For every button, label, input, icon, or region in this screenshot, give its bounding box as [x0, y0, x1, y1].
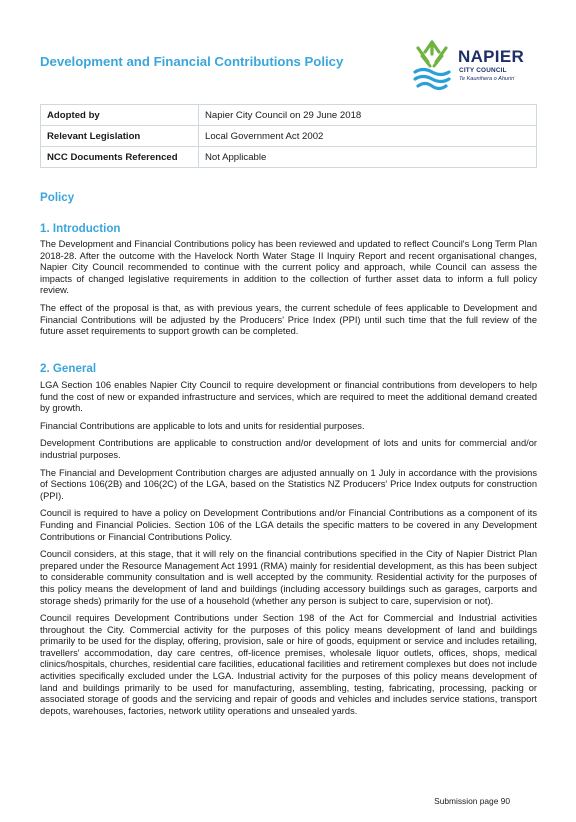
section-heading: 1. Introduction: [40, 222, 121, 235]
logo-subtitle: CITY COUNCIL: [459, 67, 507, 74]
paragraph: Financial Contributions are applicable to lots and units for residential purposes.: [40, 420, 365, 431]
council-emblem-icon: [410, 38, 454, 94]
section-introduction: [40, 222, 537, 338]
section-heading: 2. General: [40, 362, 97, 375]
table-row: [41, 126, 537, 147]
table-row: [41, 147, 537, 168]
table-value: Not Applicable: [199, 147, 537, 168]
logo-tagline: Te Kaunihera o Ahuriri: [459, 76, 515, 82]
paragraph: LGA Section 106 enables Napier City Council to require development or financial contributions from developers to help fund the cost of new or expanded infrastructure and services, which are required to meet the additional demand created by growth.: [40, 380, 537, 414]
napier-city-council-logo: [410, 38, 536, 94]
table-label: NCC Documents Referenced: [41, 147, 199, 168]
paragraph: Development Contributions are applicable to construction and/or development of lots and units for commercial and/or industrial purposes.: [40, 438, 537, 460]
table-label: Adopted by: [41, 105, 199, 126]
paragraph: Council requires Development Contributions under Section 198 of the Act for Commercial and Industrial activities throughout the City. Commercial activity for the purposes of this policy means development of land and buildings primarily to be used for the display, offering, provision, sale or hire of goods, equipment or service and includes retailing, travellers' accommodation, day care centres, off-licence premises, wholesale liquor outlets, offices, shops, medical clinics/hospitals, churches, residential care facilities, educational facilities and retirement complexes but does not include activities specifically excluded under the LGA. Industrial activity for the purposes of this policy means development of land and buildings primarily to be used for manufacturing, assembling, testing, fabricating, processing, packing or associated storage of goods and the servicing and repair of goods and vehicles and includes service stations, transport depots, warehouses, factories, network utility operations and unsealed yards.: [40, 613, 537, 716]
policy-heading: Policy: [40, 191, 75, 204]
table-value: Napier City Council on 29 June 2018: [199, 105, 537, 126]
table-label: Relevant Legislation: [41, 126, 199, 147]
policy-heading-block: [40, 191, 537, 204]
paragraph: The effect of the proposal is that, as with previous years, the current schedule of fees applicable to Development and Financial Contributions will be adjusted by the Producers' Price Index (PPI) until such time that the full review of the future asset requirements to support growth can be completed.: [40, 302, 537, 337]
logo-brand: NAPIER: [458, 47, 525, 66]
paragraph: Council is required to have a policy on Development Contributions and/or Financial Contributions as a component of its Funding and Financial Policies. Section 106 of the LGA details the specific matters to be covered in any Development Contributions or Financial Contributions Policy.: [40, 508, 537, 542]
page-footer: Submission page 90: [434, 796, 510, 806]
section-general: [40, 362, 537, 717]
paragraph: The Financial and Development Contribution charges are adjusted annually on 1 July in accordance with the provisions of Sections 106(2B) and 106(2C) of the LGA, based on the Statistics NZ Producers' Price Index outputs for construction (PPI).: [40, 467, 537, 501]
paragraph: Council considers, at this stage, that it will rely on the financial contributions specified in the City of Napier District Plan prepared under the Resource Management Act 1991 (RMA) mainly for residential development, as this has been subject to considerable community consultation and is well accepted by the community. Residential activity for the purposes of this policy means the development of land and buildings (including accessory buildings such as garages, carports and storage sheds) primarily for the use of a household (whether any person is subject to care, supervision or not).: [40, 549, 537, 606]
paragraph: The Development and Financial Contributions policy has been reviewed and updated to reflect Council's Long Term Plan 2018-28. After the outcome with the Havelock North Water Stage II Inquiry Report and recent organisational changes, Napier City Council recommended to continue with the current policy and approach, while Council can assess the impacts of changed legislative requirements in addition to the collection of further asset data to inform a full policy review.: [40, 239, 537, 296]
table-value: Local Government Act 2002: [199, 126, 537, 147]
table-row: [41, 105, 537, 126]
policy-metadata-table: [40, 104, 537, 168]
page-title: Development and Financial Contributions Policy: [40, 54, 344, 69]
